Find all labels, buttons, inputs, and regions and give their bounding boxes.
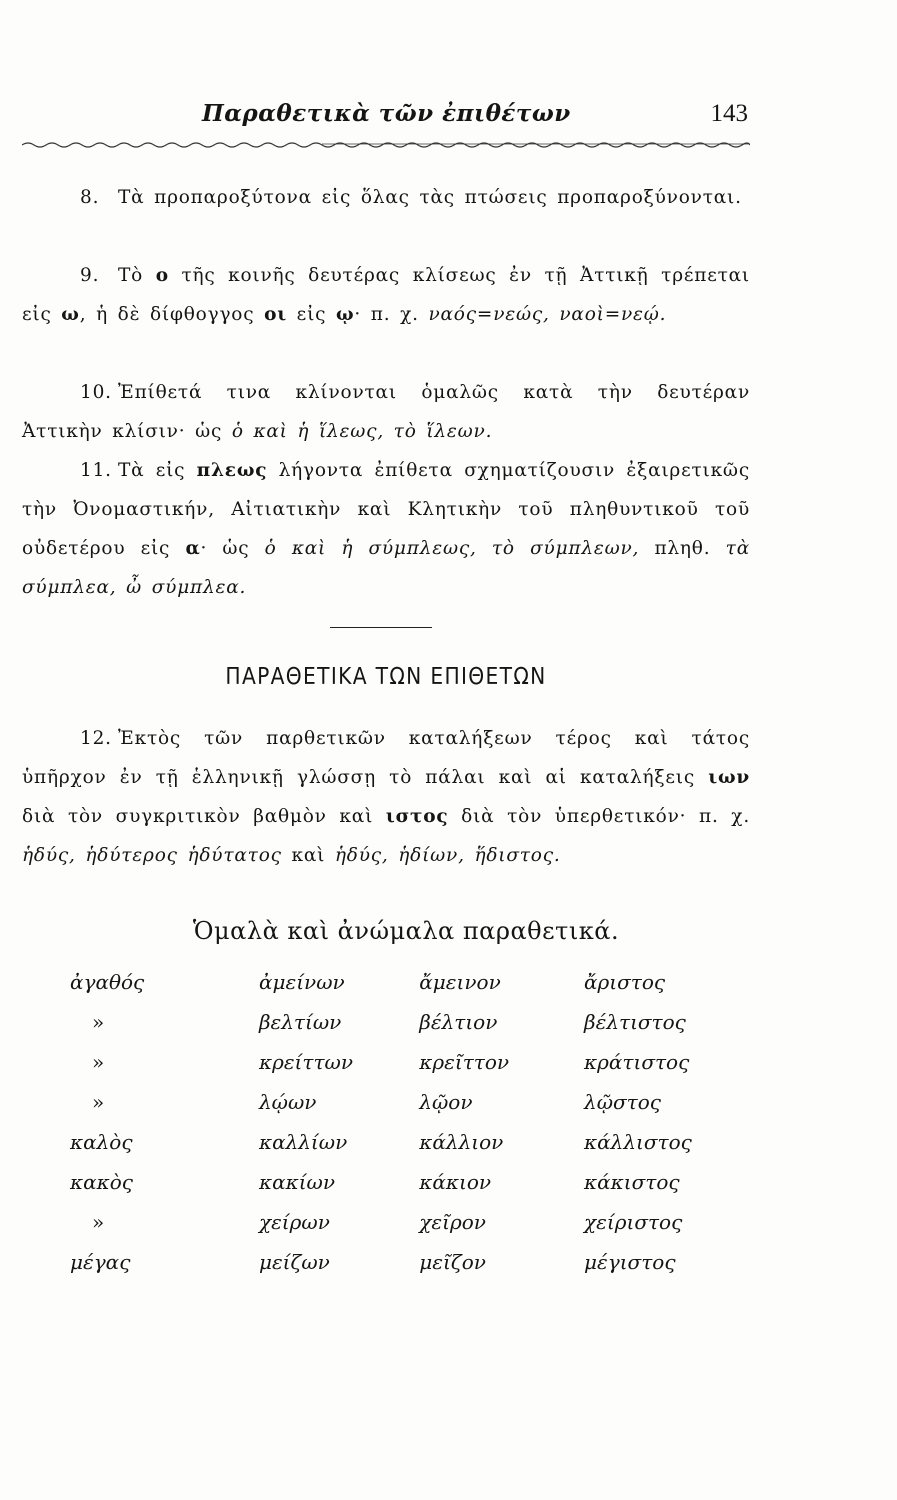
table-cell: κρείττων xyxy=(258,1050,353,1074)
table-row xyxy=(70,1162,750,1202)
text-segment: τῆς κοινῆς δευτέρας κλίσεως ἐν τῇ Ἀττικῇ τρέπεται εἰς xyxy=(22,265,750,325)
paragraph-number: 8. xyxy=(80,187,100,208)
text-segment: ἡδύς, ἡδύτερος ἡδύτατος xyxy=(22,845,282,866)
table-cell: ἀγαθός xyxy=(70,970,145,994)
table-cell: κάκιστος xyxy=(584,1170,680,1194)
ditto-mark: » xyxy=(92,1210,105,1234)
comparison-table xyxy=(70,962,750,1282)
table-cell: βέλτιστος xyxy=(584,1010,686,1034)
paragraph-number: 9. xyxy=(80,265,100,286)
section-divider xyxy=(330,627,432,628)
paragraph-10 xyxy=(22,373,750,451)
paragraph-number: 10. xyxy=(80,382,112,403)
text-segment: διὰ τὸν ὑπερθετικόν· π. χ. xyxy=(448,806,751,827)
ditto-mark: » xyxy=(92,1050,105,1074)
table-cell: μείζων xyxy=(258,1250,330,1274)
table-cell: κράτιστος xyxy=(584,1050,690,1074)
text-segment: ο xyxy=(155,265,169,286)
table-cell: μεῖζον xyxy=(419,1250,486,1274)
text-segment: οι xyxy=(264,304,287,325)
book-page xyxy=(22,0,750,1500)
table-cell: χείρων xyxy=(258,1210,330,1234)
text-segment: ναός=νεώς, ναοὶ=νεῴ. xyxy=(428,304,667,325)
paragraph-number: 12. xyxy=(80,728,112,749)
ditto-mark: » xyxy=(92,1010,105,1034)
text-segment: ὁ καὶ ἡ σύμπλεως, τὸ σύμπλεων, xyxy=(264,538,640,559)
text-segment: τὰ σύμπλεα, ὦ σύμπλεα. xyxy=(22,538,750,598)
table-cell: ἄμεινον xyxy=(419,970,501,994)
table-cell: κάκιον xyxy=(419,1170,492,1194)
table-cell: βέλτιον xyxy=(419,1010,498,1034)
text-segment: Ἐκτὸς τῶν παρθετικῶν καταλήξεων τέρος καὶ τάτος ὑπῆρχον ἐν τῇ ἑλληνικῇ γλώσσῃ τὸ πάλαι καὶ αἱ καταλήξεις xyxy=(22,728,750,788)
table-row xyxy=(70,1002,750,1042)
text-segment: · ὡς xyxy=(200,538,265,559)
paragraph-12 xyxy=(22,719,750,875)
table-cell: λῷον xyxy=(419,1090,473,1114)
text-segment: , ἡ δὲ δίφθογγος xyxy=(79,304,265,325)
table-cell: κακὸς xyxy=(70,1170,133,1194)
table-row xyxy=(70,1242,750,1282)
text-segment: λήγοντα ἐπίθετα σχηματίζουσιν ἐξαιρετικῶς τὴν Ὀνομαστικήν, Αἰτιατικὴν καὶ Κλητικὴν τοῦ πληθυντικοῦ τοῦ οὐδετέρου εἰς xyxy=(22,460,750,559)
text-segment: α xyxy=(185,538,201,559)
table-row xyxy=(70,1082,750,1122)
ornamental-header-rule xyxy=(22,140,750,150)
paragraph-8 xyxy=(22,178,750,217)
text-segment: διὰ τὸν συγκριτικὸν βαθμὸν καὶ xyxy=(22,806,386,827)
table-cell: κάλλιστος xyxy=(584,1130,692,1154)
text-segment: Τὰ εἰς xyxy=(118,460,197,481)
text-segment: εἰς xyxy=(287,304,336,325)
table-cell: χείριστος xyxy=(584,1210,683,1234)
text-segment: Τὰ προπαροξύτονα εἰς ὅλας τὰς πτώσεις προπαροξύνονται. xyxy=(118,187,742,208)
text-segment: ἡδύς, ἡδίων, ἥδιστος. xyxy=(334,845,561,866)
section-heading: ΠΑΡΑΘΕΤΙΚΑ ΤΩΝ ΕΠΙΘΕΤΩΝ xyxy=(225,664,547,690)
paragraph-9 xyxy=(22,256,750,334)
table-cell: ἄριστος xyxy=(584,970,666,994)
table-cell: μέγας xyxy=(70,1250,131,1274)
table-cell: κρεῖττον xyxy=(419,1050,510,1074)
text-segment: Τὸ xyxy=(118,265,156,286)
table-cell: κάλλιον xyxy=(419,1130,504,1154)
paragraph-11 xyxy=(22,451,750,607)
table-cell: λῷστος xyxy=(584,1090,661,1114)
table-cell: χεῖρον xyxy=(419,1210,486,1234)
text-segment: πλεως xyxy=(196,460,268,481)
text-segment: καὶ xyxy=(281,845,335,866)
text-segment: · π. χ. xyxy=(354,304,429,325)
text-segment: ιων xyxy=(708,767,750,788)
table-title: Ὁμαλὰ καὶ ἀνώμαλα παραθετικά. xyxy=(192,917,620,945)
table-cell: καλλίων xyxy=(258,1130,348,1154)
table-row xyxy=(70,1042,750,1082)
text-segment: ω xyxy=(61,304,80,325)
table-cell: κακίων xyxy=(258,1170,335,1194)
page-header xyxy=(22,96,750,136)
table-row xyxy=(70,1202,750,1242)
text-segment: Ἐπίθετά τινα κλίνονται ὁμαλῶς κατὰ τὴν δευτέραν Ἀττικὴν κλίσιν· ὡς xyxy=(22,382,750,442)
table-cell: βελτίων xyxy=(258,1010,342,1034)
page-number: 143 xyxy=(710,100,748,127)
table-cell: ἀμείνων xyxy=(258,970,345,994)
text-segment: ιστος xyxy=(385,806,449,827)
text-segment: πληθ. xyxy=(639,538,726,559)
paragraph-number: 11. xyxy=(80,460,112,481)
table-cell: μέγιστος xyxy=(584,1250,676,1274)
table-cell: καλὸς xyxy=(70,1130,133,1154)
table-row xyxy=(70,1122,750,1162)
text-segment: ὁ καὶ ἡ ἵλεως, τὸ ἵλεων. xyxy=(231,421,493,442)
table-row xyxy=(70,962,750,1002)
running-title: Παραθετικὰ τῶν ἐπιθέτων xyxy=(202,100,571,127)
table-cell: λῴων xyxy=(258,1090,317,1114)
text-segment: ῳ xyxy=(335,304,355,325)
ditto-mark: » xyxy=(92,1090,105,1114)
